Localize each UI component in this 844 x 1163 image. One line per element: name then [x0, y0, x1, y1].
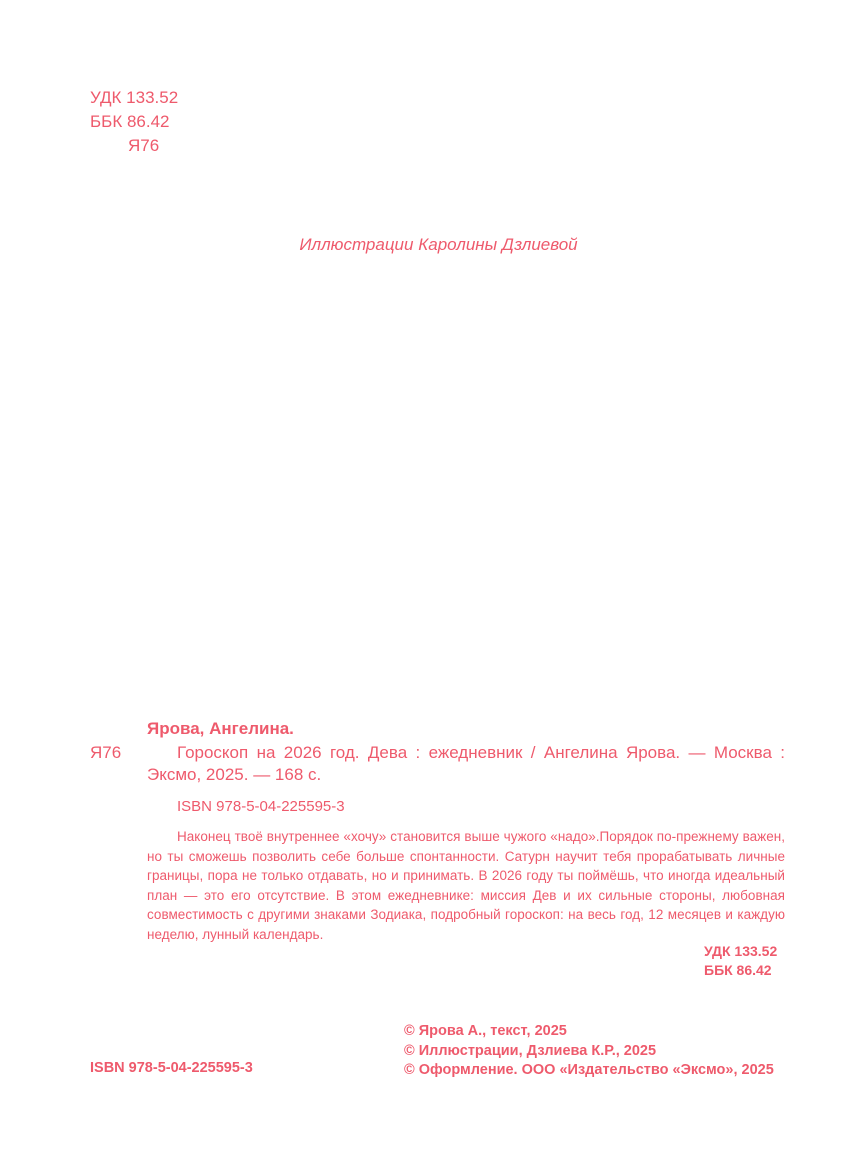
udk-code: УДК 133.52 [90, 88, 179, 107]
copyright-design: © Оформление. ООО «Издательство «Эксмо», 2025 [404, 1062, 774, 1078]
catalog-title-line1: Гороскоп на 2026 год. Дева : ежедневник / Ангелина Ярова. — Москва : [177, 743, 785, 762]
catalog-annotation: Наконец твоё внутреннее «хочу» становится выше чужого «надо».Порядок по-прежнему важен, но ты сможешь позволить себе больше спонтанности. Сатурн научит тебя прорабатывать личные границы, пора не только отдавать, но и принимать. В 2026 году ты поймёшь, что иногда идеальный план — это его отсутствие. В этом ежедневнике: миссия Дев и их сильные стороны, любовная совместимость с другими знаками Зодиака, подробный гороскоп: на весь год, 12 месяцев и каждую неделю, лунный календарь. [147, 829, 785, 942]
catalog-author: Ярова, Ангелина. [147, 719, 294, 738]
catalog-isbn: ISBN 978-5-04-225595-3 [177, 798, 345, 815]
catalog-title-block [147, 742, 785, 786]
author-mark: Я76 [128, 136, 160, 155]
copyright-illustrations: © Иллюстрации, Дзлиева К.Р., 2025 [404, 1042, 657, 1059]
catalog-udk: УДК 133.52 [704, 943, 778, 959]
catalog-author-mark: Я76 [90, 743, 122, 762]
bbk-code: ББК 86.42 [90, 112, 170, 131]
top-classification [90, 86, 178, 158]
illustrator-name: Каролины Дзлиевой [418, 235, 578, 254]
copyright-text: © Ярова А., текст, 2025 [404, 1023, 567, 1039]
illustrations-credit [0, 234, 844, 256]
illustrations-prefix: Иллюстрации [299, 235, 414, 254]
catalog-title-line2: Эксмо, 2025. — 168 с. [147, 765, 322, 784]
copyright-block [404, 1022, 774, 1081]
catalog-bbk: ББК 86.42 [704, 962, 772, 978]
footer-isbn: ISBN 978-5-04-225595-3 [90, 1060, 253, 1076]
catalog-classification [704, 942, 777, 980]
